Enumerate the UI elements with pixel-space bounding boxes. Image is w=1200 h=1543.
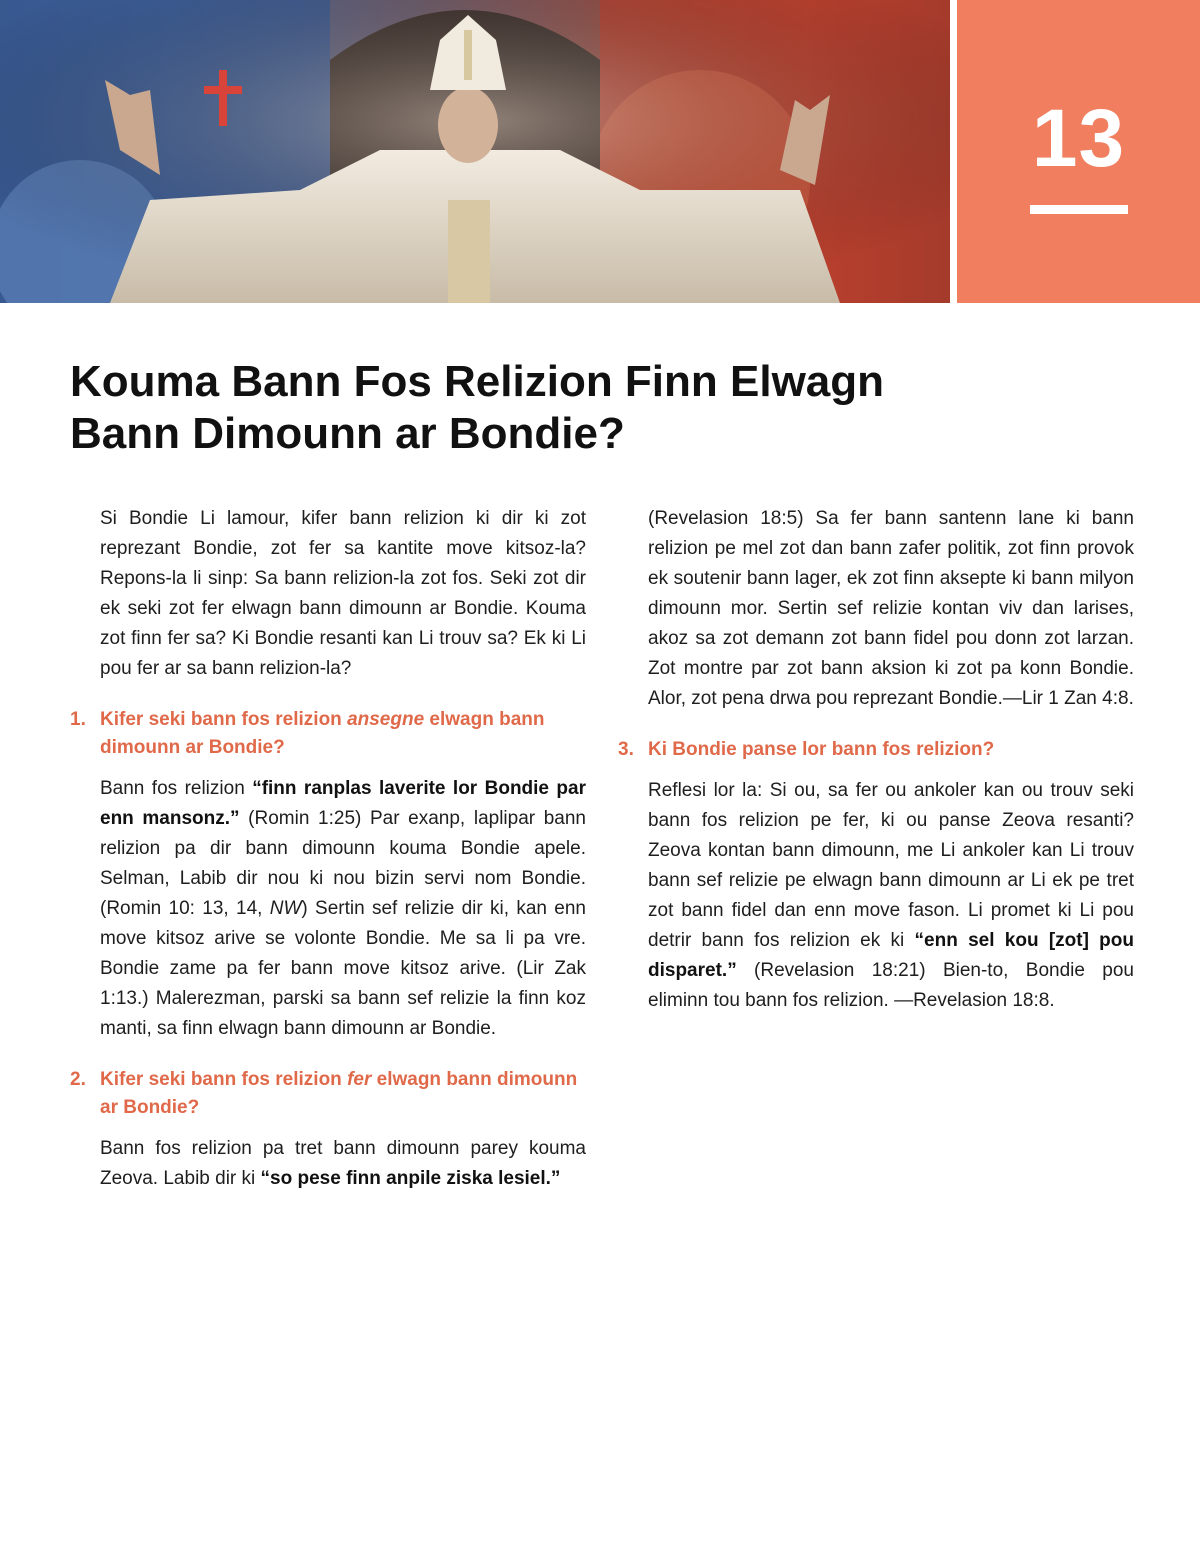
answer-1-text-b: (Romin 1:25) Par exanp, laplipar bann relizion pa dir bann dimounn kouma Bondie apele. Selman, Labib dir nou ki nou bizin servi nom Bondie. (Romin 10: 13, 14, [100,808,586,919]
question-3-text: Ki Bondie panse lor bann fos relizion? [648,739,995,760]
answer-1-text-a: Bann fos relizion [100,778,253,799]
hero-image [0,0,950,303]
lesson-number-badge [957,0,1200,303]
answer-2-text-a: Bann fos relizion pa tret bann dimounn parey kouma Zeova. Labib dir ki [100,1138,586,1189]
answer-1-text-c: ) Sertin sef relizie dir ki, kan enn move kitsoz arive se volonte Bondie. Me sa li pa vre. Bondie zame pa fer bann move kitsoz arive. (Lir Zak 1:13.) Malerezman, parski sa bann sef relizie la finn koz manti, sa finn elwagn bann dimounn ar Bondie. [100,898,586,1039]
question-1-text-a: Kifer seki bann fos relizion [100,709,348,730]
right-column [618,504,1134,1038]
question-1-text-b: elwagn bann dimounn ar Bondie? [100,709,545,758]
answer-1-version: NW [269,898,302,919]
title-line-2: Bann Dimounn ar Bondie? [70,409,625,458]
lesson-number-underline [1030,205,1128,214]
question-1-emphasis: ansegne [347,709,425,730]
answer-1-paragraph [100,774,586,1044]
question-2-number: 2. [70,1069,86,1090]
question-3 [618,736,1134,764]
question-2-text-a: Kifer seki bann fos relizion [100,1069,348,1090]
question-2 [70,1066,586,1122]
answer-3-paragraph [648,776,1134,1016]
answer-3-text-b: (Revelasion 18:21) Bien-to, Bondie pou eliminn tou bann fos relizion. —Revelasion 18:8. [648,960,1134,1011]
question-2-emphasis: fer [347,1069,372,1090]
intro-paragraph: Si Bondie Li lamour, kifer bann relizion ki dir ki zot reprezant Bondie, zot fer sa kantite move kitsoz-la? Repons-la li sinp: Sa bann relizion-la zot fos. Seki zot dir ek seki zot fer elwagn bann dimounn ar Bondie. Kouma zot finn fer sa? Ki Bondie resanti kan Li trouv sa? Ek ki Li pou fer ar sa bann relizion-la? [100,508,586,679]
question-2-text-b: elwagn bann dimounn ar Bondie? [100,1069,578,1118]
title-line-1: Kouma Bann Fos Relizion Finn Elwagn [70,357,885,406]
answer-2-quote: “so pese finn anpile ziska lesiel.” [260,1168,561,1189]
answer-2-text-b: (Revelasion 18:5) Sa fer bann santenn lane ki bann relizion pe mel zot dan bann zafer politik, zot finn provok ek soutenir bann lager, ek zot finn aksepte ki bann milyon dimounn mor. Sertin sef relizie kontan viv dan larises, akoz sa zot demann zot bann fidel pou donn zot larzan. Zot montre par zot bann aksion ki zot pa konn Bondie. Alor, zot pena drwa pou reprezant Bondie.—Lir 1 Zan 4:8. [648,508,1134,709]
left-column [70,504,586,1194]
answer-1-quote: “finn ranplas laverite lor Bondie par enn mansonz.” [100,778,586,829]
cross-icon [219,70,227,126]
lesson-number: 13 [1031,93,1126,184]
answer-2-paragraph-start [100,1134,586,1194]
page-title [70,356,1070,460]
answer-3-quote: “enn sel kou [zot] pou disparet.” [648,930,1134,981]
answer-3-text-a: Reflesi lor la: Si ou, sa fer ou ankoler kan ou trouv seki bann fos relizion pe fer, ki ou panse Zeova resanti? Zeova kontan bann dimounn, me Li ankoler kan Li trouv bann sef relizie pe elwagn bann dimounn ar Li ek pe tret zot bann fidel dan enn move fason. Li promet ki Li pou detrir bann fos relizion ek ki [648,780,1134,951]
question-3-number: 3. [618,739,634,760]
answer-2-paragraph-continued [648,504,1134,714]
question-1-number: 1. [70,709,86,730]
priest-illustration [0,0,950,303]
question-1 [70,706,586,762]
